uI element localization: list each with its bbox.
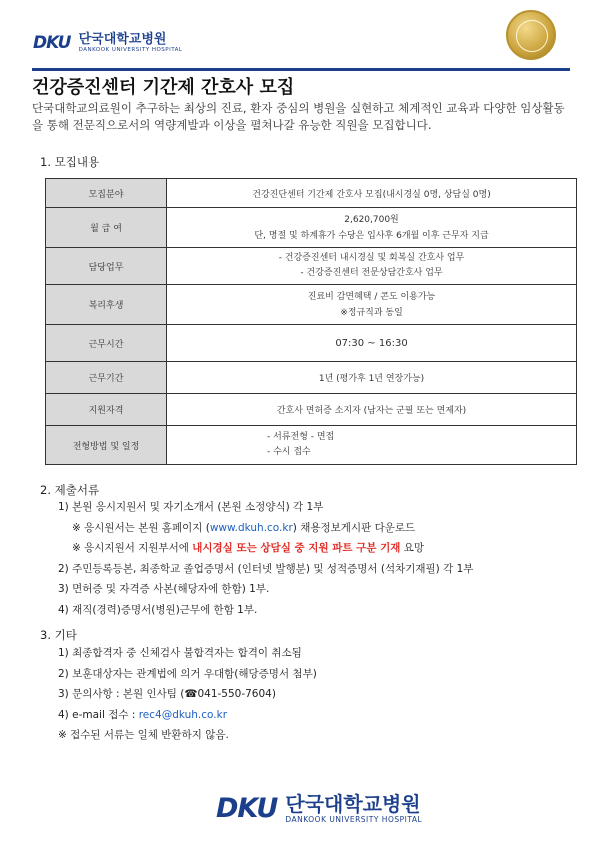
row-value: 1년 (평가후 1년 연장가능): [167, 362, 577, 394]
recruitment-table: [45, 178, 577, 465]
list-note: ※ 응시원서는 본원 홈페이지 (www.dkuh.co.kr) 채용정보게시판 다운로드: [72, 521, 416, 534]
list-item: 1) 최종합격자 중 신체검사 불합격자는 합격이 취소됨: [58, 647, 302, 659]
logo-korean-name: 단국대학교병원: [78, 32, 167, 47]
row-value: 2,620,700원 단, 명절 및 하계휴가 수당은 입사후 6개월 이후 근무자 지급: [167, 208, 577, 248]
title-bar: [32, 68, 570, 98]
list-item: 3) 면허증 및 자격증 사본(해당자에 한함) 1부.: [58, 583, 270, 595]
row-value: - 서류전형 - 면접 - 수시 접수: [167, 426, 577, 465]
list-item: 4) e-mail 접수 : rec4@dkuh.co.kr: [58, 708, 228, 721]
email-link[interactable]: rec4@dkuh.co.kr: [138, 708, 228, 721]
table-row: [46, 426, 577, 465]
row-label: 전형방법 및 일정: [46, 426, 167, 465]
logo-mark: DKU: [33, 33, 71, 53]
section2-list: [58, 497, 473, 620]
row-label: 월 급 여: [46, 208, 167, 248]
row-label: 담당업무: [46, 248, 167, 285]
row-value: - 건강증진센터 내시경실 및 회복실 간호사 업무 - 건강증진센터 전문상담간호사 업무: [167, 248, 577, 285]
section1-heading: 1. 모집내용: [40, 155, 100, 169]
hospital-logo-top: [33, 33, 182, 54]
row-value: 07:30 ~ 16:30: [167, 325, 577, 362]
title-rule: [32, 68, 570, 71]
logo-english-name: DANKOOK UNIVERSITY HOSPITAL: [285, 815, 423, 824]
row-label: 지원자격: [46, 394, 167, 426]
gold-seal-emblem: [506, 10, 556, 60]
section3-list: [58, 643, 317, 746]
homepage-link[interactable]: www.dkuh.co.kr: [209, 521, 293, 534]
table-row: [46, 362, 577, 394]
logo-english-name: DANKOOK UNIVERSITY HOSPITAL: [78, 47, 183, 53]
logo-mark: DKU: [216, 793, 278, 824]
highlight-text: 내시경실 또는 상담실 중 지원 파트 구분 기재: [192, 542, 401, 554]
list-item: 3) 문의사항 : 본원 인사팀 (☎041-550-7604): [58, 688, 276, 700]
row-label: 근무시간: [46, 325, 167, 362]
row-value: 간호사 면허증 소지자 (남자는 군필 또는 면제자): [167, 394, 577, 426]
table-row: [46, 325, 577, 362]
list-item: 4) 재직(경력)증명서(병원)근무에 한함 1부.: [58, 603, 258, 616]
row-value: 건강진단센터 기간제 간호사 모집(내시경실 0명, 상담실 0명): [167, 179, 577, 208]
list-item: 1) 본원 응시지원서 및 자기소개서 (본원 소정양식) 각 1부: [58, 501, 324, 513]
intro-paragraph: 단국대학교의료원이 추구하는 최상의 진료, 환자 중심의 병원을 실현하고 체계적인 교육과 다양한 임상활동을 통해 전문직으로서의 역량계발과 이상을 펼쳐나갈 유능한 직원을 모집합니다.: [32, 101, 565, 132]
table-row: [46, 285, 577, 325]
page-title: 건강증진센터 기간제 간호사 모집: [32, 77, 295, 98]
row-label: 근무기간: [46, 362, 167, 394]
logo-korean-name: 단국대학교병원: [285, 792, 421, 816]
list-item: 2) 주민등록등본, 최종학교 졸업증명서 (인터넷 발행분) 및 성적증명서 (석차기재필) 각 1부: [58, 562, 474, 575]
table-row: [46, 248, 577, 285]
list-item: 2) 보훈대상자는 관계법에 의거 우대함(해당증명서 첨부): [58, 667, 317, 680]
row-label: 복리후생: [46, 285, 167, 325]
table-row: [46, 394, 577, 426]
list-note: ※ 응시지원서 지원부서에 내시경실 또는 상담실 중 지원 파트 구분 기재 요망: [72, 542, 425, 554]
list-note: ※ 접수된 서류는 일체 반환하지 않음.: [58, 729, 229, 741]
row-value: 진료비 감면혜택 / 콘도 이용가능 ※정규직과 동일: [167, 285, 577, 325]
section3-heading: 3. 기타: [40, 628, 77, 642]
table-row: [46, 179, 577, 208]
hospital-logo-bottom: [216, 793, 422, 824]
section2-heading: 2. 제출서류: [40, 483, 100, 497]
row-label: 모집분야: [46, 179, 167, 208]
table-row: [46, 208, 577, 248]
